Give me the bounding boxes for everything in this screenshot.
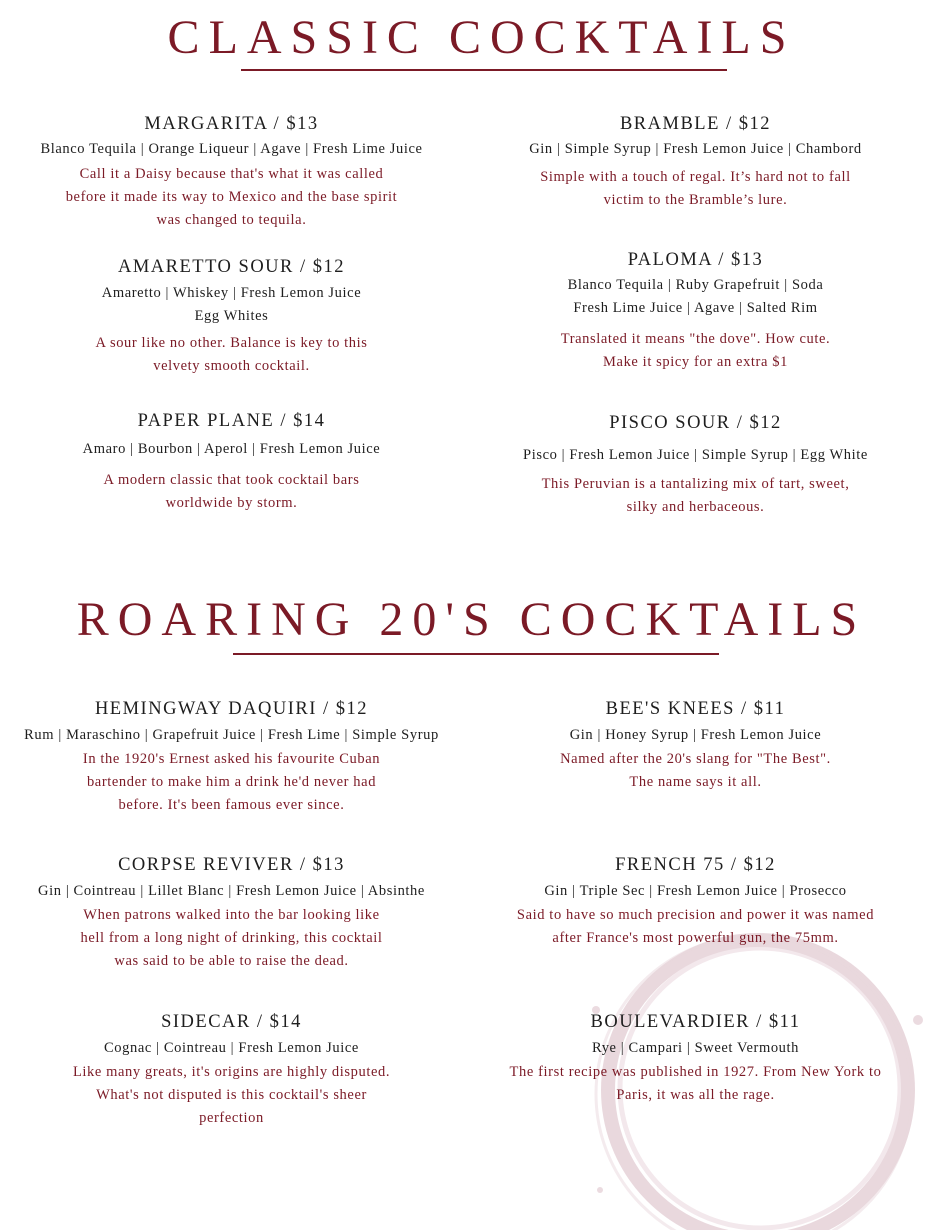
item-description [0,1061,463,1130]
description-line: worldwide by storm. [165,495,298,511]
item-name: BOULEVARDIER / $11 [590,1012,801,1032]
description-line: This Peruvian is a tantalizing mix of tart, sweet, [541,476,850,492]
description-line: Paris, it was all the rage. [616,1087,775,1103]
item-description [0,748,463,817]
item-ingredients [464,274,927,320]
menu-item-hemingway-daquiri [0,699,463,817]
item-name: PALOMA / $13 [627,250,764,270]
menu-item-bramble [464,114,927,212]
item-name: PAPER PLANE / $14 [137,411,326,431]
item-description [464,166,927,212]
description-line: silky and herbaceous. [626,499,765,515]
item-name: BRAMBLE / $12 [619,114,772,134]
description-line: before. It's been famous ever since. [118,797,345,813]
description-line: Call it a Daisy because that's what it was called [79,166,384,182]
menu-item-amaretto-sour [0,257,463,378]
ingredients-line: Rye | Campari | Sweet Vermouth [592,1040,799,1056]
description-line: before it made its way to Mexico and the base spirit [65,189,398,205]
description-line: hell from a long night of drinking, this cocktail [80,930,383,946]
item-name: BEE'S KNEES / $11 [605,699,786,719]
section-title-classic: CLASSIC COCKTAILS [167,11,796,64]
description-line: The name says it all. [629,774,762,790]
item-description [0,469,463,515]
menu-item-corpse-reviver [0,855,463,973]
description-line: Translated it means "the dove". How cute. [560,331,831,347]
ingredients-line: Gin | Simple Syrup | Fresh Lemon Juice | Chambord [529,141,862,157]
description-line: In the 1920's Ernest asked his favourite Cuban [82,751,381,767]
ingredients-line: Gin | Triple Sec | Fresh Lemon Juice | Prosecco [544,883,847,899]
menu-item-bees-knees [464,699,927,794]
ingredients-line: Egg Whites [194,308,269,324]
ingredients-line: Gin | Cointreau | Lillet Blanc | Fresh Lemon Juice | Absinthe [38,883,425,899]
section-divider [241,69,727,71]
item-name: CORPSE REVIVER / $13 [118,855,345,875]
item-description [464,748,927,794]
item-description [464,904,927,950]
description-line: Named after the 20's slang for "The Best". [560,751,831,767]
menu-item-margarita [0,114,463,232]
description-line: Said to have so much precision and power it was named [516,907,875,923]
description-line: Make it spicy for an extra $1 [603,354,788,370]
item-ingredients [0,724,463,747]
section-divider [233,653,719,655]
description-line: perfection [199,1110,264,1126]
description-line: victim to the Bramble’s lure. [603,192,788,208]
item-ingredients [0,880,463,903]
menu-item-pisco-sour [464,413,927,519]
description-line: A modern classic that took cocktail bars [103,472,360,488]
ingredients-line: Gin | Honey Syrup | Fresh Lemon Juice [569,727,822,743]
description-line: What's not disputed is this cocktail's sheer [96,1087,367,1103]
item-ingredients [464,444,927,467]
description-line: Like many greats, it's origins are highly disputed. [72,1064,391,1080]
description-line: bartender to make him a drink he'd never had [86,774,377,790]
item-description [464,328,927,374]
ingredients-line: Rum | Maraschino | Grapefruit Juice | Fresh Lime | Simple Syrup [24,727,439,743]
menu-item-sidecar [0,1012,463,1130]
item-ingredients [464,880,927,903]
item-name: MARGARITA / $13 [144,114,319,134]
description-line: was changed to tequila. [156,212,307,228]
item-name: HEMINGWAY DAQUIRI / $12 [94,699,369,719]
description-line: When patrons walked into the bar looking like [83,907,380,923]
description-line: after France's most powerful gun, the 75mm. [552,930,839,946]
ingredients-line: Amaro | Bourbon | Aperol | Fresh Lemon Juice [82,441,381,457]
menu-item-paloma [464,250,927,374]
section-title-roaring-20s: ROARING 20'S COCKTAILS [76,593,867,646]
ingredients-line: Blanco Tequila | Ruby Grapefruit | Soda [567,277,824,293]
item-name: AMARETTO SOUR / $12 [117,257,346,277]
item-description [0,904,463,973]
item-ingredients [0,282,463,328]
item-description [0,332,463,378]
item-name: PISCO SOUR / $12 [609,413,782,433]
menu-item-boulevardier [464,1012,927,1107]
description-line: velvety smooth cocktail. [153,358,310,374]
menu-item-paper-plane [0,411,463,515]
item-description [464,473,927,519]
item-ingredients [464,724,927,747]
item-ingredients [0,438,463,461]
item-ingredients [0,1037,463,1060]
ingredients-line: Blanco Tequila | Orange Liqueur | Agave | Fresh Lime Juice [40,141,423,157]
ingredients-line: Pisco | Fresh Lemon Juice | Simple Syrup | Egg White [523,447,868,463]
description-line: was said to be able to raise the dead. [114,953,349,969]
item-ingredients [464,1037,927,1060]
description-line: Simple with a touch of regal. It’s hard not to fall [540,169,851,185]
ingredients-line: Fresh Lime Juice | Agave | Salted Rim [573,300,818,316]
item-ingredients [464,138,927,161]
description-line: A sour like no other. Balance is key to this [95,335,368,351]
item-name: SIDECAR / $14 [161,1012,302,1032]
item-description [0,163,463,232]
item-name: FRENCH 75 / $12 [615,855,776,875]
description-line: The first recipe was published in 1927. From New York to [509,1064,882,1080]
ingredients-line: Amaretto | Whiskey | Fresh Lemon Juice [101,285,362,301]
ingredients-line: Cognac | Cointreau | Fresh Lemon Juice [104,1040,359,1056]
item-ingredients [0,138,463,161]
item-description [464,1061,927,1107]
menu-item-french-75 [464,855,927,950]
